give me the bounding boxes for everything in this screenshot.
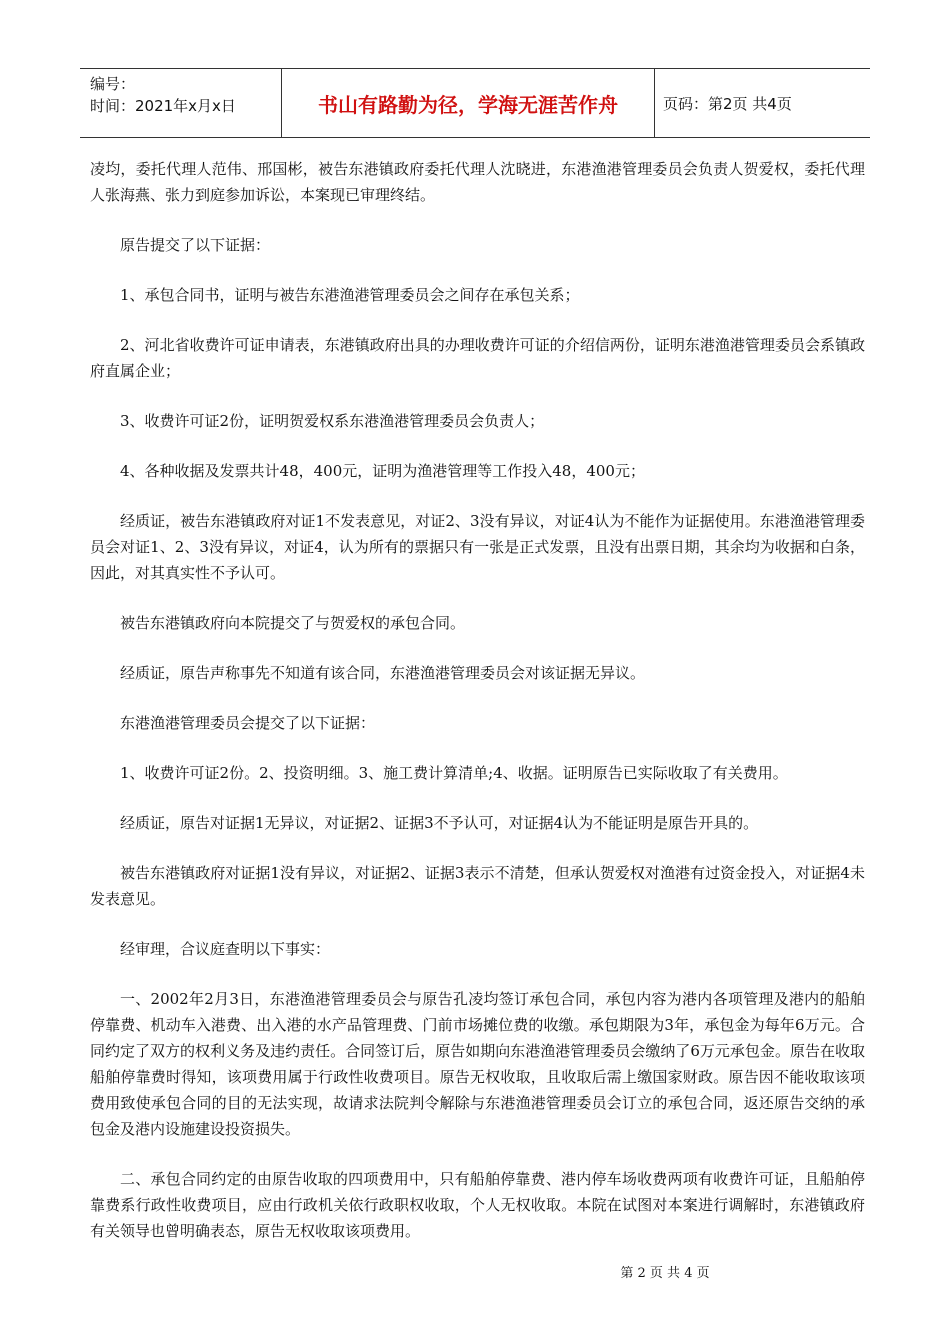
paragraph: 经质证，原告对证据1无异议，对证据2、证据3不予认可，对证据4认为不能证明是原告开具的。 — [120, 814, 759, 832]
paragraph: 1、承包合同书，证明与被告东港渔港管理委员会之间存在承包关系； — [120, 286, 580, 304]
paragraph: 被告东港镇政府向本院提交了与贺爱权的承包合同。 — [120, 614, 466, 632]
page-footer: 第 2 页 共 4 页 — [620, 1266, 710, 1281]
document-number-label: 编号： — [90, 75, 136, 93]
paragraph: 一、2002年2月3日，东港渔港管理委员会与原告孔凌均签订承包合同，承包内容为港内各项管理及港内的船舶停靠费、机动车入港费、出入港的水产品管理费、门前市场摊位费的收缴。承包期限为3年，承包金为每年6万元。合同约定了双方的权利义务及违约责任。合同签订后，原告如期向东港渔港管理委员会缴纳了6万元承包金。原告在收取船舶停靠费时得知，该项费用属于行政性收费项目。原告无权收取，且收取后需上缴国家财政。原告因不能收取该项费用致使承包合同的目的无法实现，故请求法院判令解除与东港渔港管理委员会订立的承包合同，返还原告交纳的承包金及港内设施建设投资损失。 — [90, 990, 865, 1138]
header-page-label: 页码：第2页 共4页 — [663, 94, 792, 113]
document-body — [90, 156, 865, 1268]
document-time-label: 时间：2021年x月x日 — [90, 97, 236, 115]
paragraph: 被告东港镇政府对证据1没有异议，对证据2、证据3表示不清楚，但承认贺爱权对渔港有过资金投入，对证据4未发表意见。 — [90, 864, 865, 908]
paragraph: 2、河北省收费许可证申请表，东港镇政府出具的办理收费许可证的介绍信两份，证明东港渔港管理委员会系镇政府直属企业； — [90, 336, 865, 380]
paragraph: 4、各种收据及发票共计48，400元，证明为渔港管理等工作投入48，400元； — [120, 462, 645, 480]
paragraph: 二、承包合同约定的由原告收取的四项费用中，只有船舶停靠费、港内停车场收费两项有收费许可证，且船舶停靠费系行政性收费项目，应由行政机关依行政职权收取，个人无权收取。本院在试图对本案进行调解时，东港镇政府有关领导也曾明确表态，原告无权收取该项费用。 — [90, 1170, 865, 1240]
paragraph: 3、收费许可证2份，证明贺爱权系东港渔港管理委员会负责人； — [120, 412, 545, 430]
paragraph: 1、收费许可证2份。2、投资明细。3、施工费计算清单;4、收据。证明原告已实际收取了有关费用。 — [120, 764, 788, 782]
paragraph: 原告提交了以下证据： — [120, 236, 271, 254]
header-motto: 书山有路勤为径，学海无涯苦作舟 — [282, 69, 655, 137]
paragraph: 凌均，委托代理人范伟、邢国彬，被告东港镇政府委托代理人沈晓进，东港渔港管理委员会负责人贺爱权，委托代理人张海燕、张力到庭参加诉讼，本案现已审理终结。 — [90, 160, 865, 204]
header-info — [80, 69, 282, 137]
page-header — [80, 68, 870, 138]
paragraph: 经审理，合议庭查明以下事实： — [120, 940, 331, 958]
paragraph: 东港渔港管理委员会提交了以下证据： — [120, 714, 376, 732]
paragraph: 经质证，被告东港镇政府对证1不发表意见，对证2、3没有异议，对证4认为不能作为证据使用。东港渔港管理委员会对证1、2、3没有异议，对证4，认为所有的票据只有一张是正式发票，且没有出票日期，其余均为收据和白条，因此，对其真实性不予认可。 — [90, 512, 865, 582]
paragraph: 经质证，原告声称事先不知道有该合同，东港渔港管理委员会对该证据无异议。 — [120, 664, 646, 682]
